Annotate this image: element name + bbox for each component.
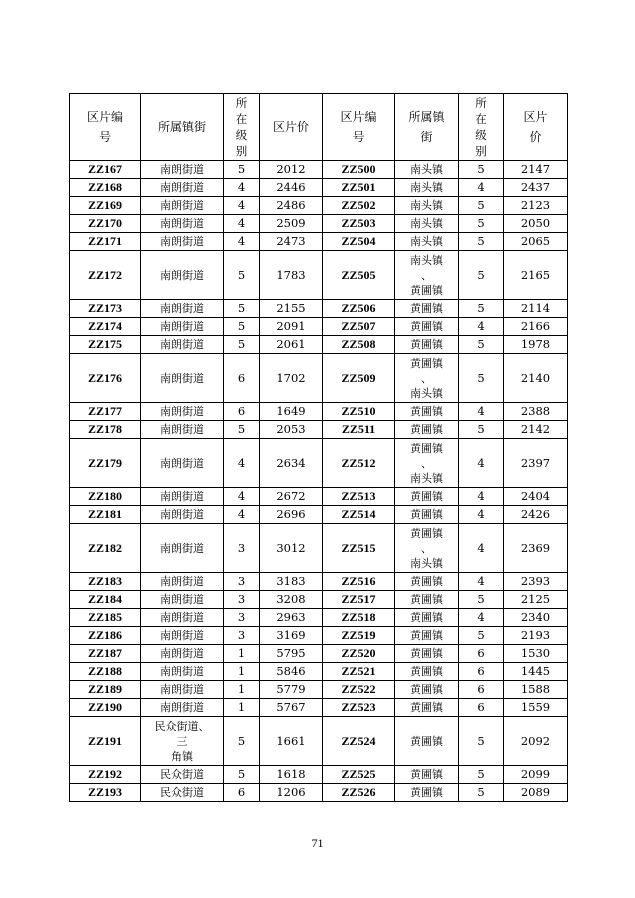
cell-level-left: 1: [224, 681, 260, 699]
cell-price-right: 2397: [504, 439, 568, 488]
cell-price-right: 2142: [504, 421, 568, 439]
cell-zone-code-right: ZZ506: [323, 300, 395, 318]
cell-town-right: 黄圃镇: [395, 591, 459, 609]
cell-price-left: 2012: [260, 161, 323, 179]
cell-level-left: 4: [224, 215, 260, 233]
cell-level-right: 6: [459, 663, 504, 681]
table-row: [70, 784, 568, 802]
cell-level-left: 5: [224, 421, 260, 439]
cell-price-left: 2446: [260, 179, 323, 197]
cell-price-right: 2099: [504, 766, 568, 784]
cell-price-left: 2696: [260, 506, 323, 524]
cell-price-right: 1530: [504, 645, 568, 663]
table-row: [70, 591, 568, 609]
cell-town-right: 南头镇: [395, 197, 459, 215]
cell-price-left: 2634: [260, 439, 323, 488]
cell-price-right: 2369: [504, 524, 568, 573]
cell-level-left: 3: [224, 573, 260, 591]
cell-town-right: 黄圃镇: [395, 609, 459, 627]
cell-zone-code-left: ZZ180: [70, 488, 141, 506]
cell-level-right: 4: [459, 573, 504, 591]
cell-price-right: 2123: [504, 197, 568, 215]
cell-town-right: 黄圃镇 、 南头镇: [395, 524, 459, 573]
cell-level-left: 3: [224, 627, 260, 645]
cell-zone-code-right: ZZ520: [323, 645, 395, 663]
cell-town-right: 南头镇 、 黄圃镇: [395, 251, 459, 300]
cell-town-left: 南朗街道: [141, 488, 224, 506]
cell-town-left: 南朗街道: [141, 161, 224, 179]
cell-zone-code-right: ZZ525: [323, 766, 395, 784]
cell-zone-code-left: ZZ175: [70, 336, 141, 354]
cell-town-left: 南朗街道: [141, 681, 224, 699]
cell-price-left: 3012: [260, 524, 323, 573]
cell-town-right: 南头镇: [395, 215, 459, 233]
cell-zone-code-left: ZZ168: [70, 179, 141, 197]
header-level-right: 所 在 级 别: [459, 94, 504, 161]
cell-level-left: 6: [224, 403, 260, 421]
header-price-left: 区片价: [260, 94, 323, 161]
cell-town-left: 南朗街道: [141, 627, 224, 645]
cell-zone-code-left: ZZ181: [70, 506, 141, 524]
table-row: [70, 524, 568, 573]
cell-price-right: 2340: [504, 609, 568, 627]
cell-price-left: 2053: [260, 421, 323, 439]
cell-price-left: 5767: [260, 699, 323, 717]
table-row: [70, 699, 568, 717]
cell-town-right: 黄圃镇: [395, 488, 459, 506]
cell-zone-code-left: ZZ191: [70, 717, 141, 766]
header-town-left: 所属镇街: [141, 94, 224, 161]
table-row: [70, 573, 568, 591]
table-row: [70, 215, 568, 233]
cell-level-right: 5: [459, 161, 504, 179]
cell-town-right: 黄圃镇: [395, 784, 459, 802]
table-row: [70, 681, 568, 699]
cell-price-right: 2166: [504, 318, 568, 336]
cell-price-right: 2388: [504, 403, 568, 421]
cell-level-right: 5: [459, 627, 504, 645]
cell-zone-code-left: ZZ177: [70, 403, 141, 421]
cell-town-right: 黄圃镇: [395, 421, 459, 439]
cell-price-left: 3183: [260, 573, 323, 591]
table-row: [70, 233, 568, 251]
table-row: [70, 161, 568, 179]
cell-town-left: 南朗街道: [141, 403, 224, 421]
cell-town-right: 黄圃镇 、 南头镇: [395, 439, 459, 488]
cell-price-right: 2089: [504, 784, 568, 802]
cell-price-right: 2140: [504, 354, 568, 403]
cell-town-left: 南朗街道: [141, 336, 224, 354]
cell-zone-code-left: ZZ178: [70, 421, 141, 439]
cell-level-right: 4: [459, 506, 504, 524]
table-row: [70, 717, 568, 766]
cell-town-left: 南朗街道: [141, 354, 224, 403]
cell-town-left: 民众街道、 三 角镇: [141, 717, 224, 766]
cell-town-right: 南头镇: [395, 161, 459, 179]
table-row: [70, 354, 568, 403]
cell-zone-code-right: ZZ519: [323, 627, 395, 645]
cell-town-right: 黄圃镇: [395, 573, 459, 591]
cell-level-right: 5: [459, 300, 504, 318]
cell-town-left: 民众街道: [141, 784, 224, 802]
cell-zone-code-right: ZZ502: [323, 197, 395, 215]
cell-zone-code-right: ZZ522: [323, 681, 395, 699]
cell-level-right: 4: [459, 488, 504, 506]
cell-zone-code-right: ZZ515: [323, 524, 395, 573]
cell-price-left: 1618: [260, 766, 323, 784]
cell-level-left: 4: [224, 439, 260, 488]
cell-level-right: 4: [459, 179, 504, 197]
cell-zone-code-right: ZZ523: [323, 699, 395, 717]
cell-zone-code-left: ZZ171: [70, 233, 141, 251]
cell-level-left: 5: [224, 300, 260, 318]
cell-level-left: 5: [224, 318, 260, 336]
table-row: [70, 609, 568, 627]
cell-town-right: 黄圃镇: [395, 300, 459, 318]
cell-town-left: 南朗街道: [141, 233, 224, 251]
header-level-left: 所 在 级 别: [224, 94, 260, 161]
cell-level-right: 5: [459, 766, 504, 784]
cell-price-left: 5795: [260, 645, 323, 663]
cell-price-left: 2963: [260, 609, 323, 627]
cell-level-left: 6: [224, 784, 260, 802]
cell-zone-code-left: ZZ176: [70, 354, 141, 403]
cell-zone-code-right: ZZ524: [323, 717, 395, 766]
cell-price-right: 2114: [504, 300, 568, 318]
cell-zone-code-right: ZZ504: [323, 233, 395, 251]
cell-level-left: 1: [224, 645, 260, 663]
table-row: [70, 336, 568, 354]
cell-zone-code-left: ZZ182: [70, 524, 141, 573]
cell-zone-code-right: ZZ526: [323, 784, 395, 802]
cell-level-right: 6: [459, 699, 504, 717]
cell-level-left: 5: [224, 717, 260, 766]
cell-price-left: 1661: [260, 717, 323, 766]
cell-zone-code-right: ZZ510: [323, 403, 395, 421]
cell-zone-code-right: ZZ507: [323, 318, 395, 336]
header-row: [70, 94, 568, 161]
cell-level-right: 5: [459, 717, 504, 766]
cell-town-right: 黄圃镇: [395, 645, 459, 663]
header-price-right: 区片 价: [504, 94, 568, 161]
cell-town-left: 南朗街道: [141, 197, 224, 215]
cell-level-right: 5: [459, 421, 504, 439]
cell-zone-code-left: ZZ187: [70, 645, 141, 663]
table-body: [70, 161, 568, 802]
cell-level-left: 1: [224, 663, 260, 681]
table-row: [70, 179, 568, 197]
cell-level-right: 5: [459, 197, 504, 215]
cell-zone-code-right: ZZ500: [323, 161, 395, 179]
table-row: [70, 421, 568, 439]
table-row: [70, 506, 568, 524]
cell-town-left: 南朗街道: [141, 524, 224, 573]
cell-price-right: 1445: [504, 663, 568, 681]
cell-price-right: 2147: [504, 161, 568, 179]
cell-price-right: 2125: [504, 591, 568, 609]
cell-price-right: 2393: [504, 573, 568, 591]
cell-level-left: 4: [224, 506, 260, 524]
cell-level-right: 6: [459, 645, 504, 663]
cell-town-left: 南朗街道: [141, 591, 224, 609]
cell-price-right: 2193: [504, 627, 568, 645]
cell-zone-code-right: ZZ518: [323, 609, 395, 627]
cell-price-left: 2672: [260, 488, 323, 506]
cell-price-left: 2509: [260, 215, 323, 233]
cell-town-left: 南朗街道: [141, 318, 224, 336]
cell-town-right: 黄圃镇: [395, 336, 459, 354]
cell-zone-code-right: ZZ505: [323, 251, 395, 300]
cell-town-right: 黄圃镇: [395, 403, 459, 421]
cell-level-right: 4: [459, 403, 504, 421]
cell-level-left: 6: [224, 354, 260, 403]
zone-price-table: [69, 93, 568, 802]
cell-price-right: 2165: [504, 251, 568, 300]
cell-level-left: 5: [224, 161, 260, 179]
cell-level-right: 4: [459, 439, 504, 488]
cell-zone-code-left: ZZ173: [70, 300, 141, 318]
cell-level-right: 4: [459, 609, 504, 627]
header-zone-code-right: 区片编 号: [323, 94, 395, 161]
page-number: 71: [311, 836, 324, 850]
cell-town-left: 南朗街道: [141, 439, 224, 488]
cell-level-left: 3: [224, 591, 260, 609]
cell-level-left: 3: [224, 524, 260, 573]
cell-town-left: 南朗街道: [141, 663, 224, 681]
table-row: [70, 766, 568, 784]
cell-zone-code-left: ZZ192: [70, 766, 141, 784]
cell-zone-code-right: ZZ508: [323, 336, 395, 354]
cell-price-left: 3169: [260, 627, 323, 645]
cell-town-right: 黄圃镇: [395, 318, 459, 336]
cell-price-right: 1559: [504, 699, 568, 717]
cell-zone-code-left: ZZ190: [70, 699, 141, 717]
cell-zone-code-right: ZZ511: [323, 421, 395, 439]
cell-price-left: 1783: [260, 251, 323, 300]
cell-town-right: 黄圃镇: [395, 699, 459, 717]
cell-zone-code-left: ZZ167: [70, 161, 141, 179]
cell-zone-code-left: ZZ179: [70, 439, 141, 488]
cell-price-left: 2061: [260, 336, 323, 354]
cell-town-right: 黄圃镇 、 南头镇: [395, 354, 459, 403]
cell-level-left: 1: [224, 699, 260, 717]
table-row: [70, 645, 568, 663]
cell-price-left: 2091: [260, 318, 323, 336]
cell-level-left: 5: [224, 766, 260, 784]
cell-level-left: 4: [224, 197, 260, 215]
cell-town-left: 南朗街道: [141, 251, 224, 300]
cell-level-left: 5: [224, 336, 260, 354]
cell-zone-code-left: ZZ188: [70, 663, 141, 681]
cell-town-right: 黄圃镇: [395, 766, 459, 784]
cell-level-left: 3: [224, 609, 260, 627]
cell-level-right: 5: [459, 784, 504, 802]
cell-zone-code-right: ZZ521: [323, 663, 395, 681]
table-row: [70, 318, 568, 336]
cell-price-left: 5779: [260, 681, 323, 699]
cell-zone-code-right: ZZ501: [323, 179, 395, 197]
cell-town-left: 南朗街道: [141, 179, 224, 197]
table-row: [70, 251, 568, 300]
cell-zone-code-right: ZZ516: [323, 573, 395, 591]
cell-price-right: 1978: [504, 336, 568, 354]
cell-price-left: 1206: [260, 784, 323, 802]
cell-price-left: 2486: [260, 197, 323, 215]
cell-price-left: 3208: [260, 591, 323, 609]
cell-level-right: 5: [459, 215, 504, 233]
cell-zone-code-right: ZZ512: [323, 439, 395, 488]
cell-level-right: 5: [459, 336, 504, 354]
cell-town-left: 南朗街道: [141, 300, 224, 318]
cell-zone-code-left: ZZ183: [70, 573, 141, 591]
cell-zone-code-left: ZZ170: [70, 215, 141, 233]
cell-price-right: 2092: [504, 717, 568, 766]
cell-level-left: 4: [224, 488, 260, 506]
cell-level-right: 4: [459, 318, 504, 336]
cell-town-left: 南朗街道: [141, 215, 224, 233]
cell-town-right: 黄圃镇: [395, 717, 459, 766]
cell-level-left: 4: [224, 233, 260, 251]
cell-level-right: 5: [459, 233, 504, 251]
cell-zone-code-right: ZZ509: [323, 354, 395, 403]
cell-price-right: 1588: [504, 681, 568, 699]
table-row: [70, 663, 568, 681]
cell-town-left: 民众街道: [141, 766, 224, 784]
cell-zone-code-left: ZZ184: [70, 591, 141, 609]
cell-zone-code-left: ZZ189: [70, 681, 141, 699]
cell-price-right: 2065: [504, 233, 568, 251]
cell-zone-code-left: ZZ174: [70, 318, 141, 336]
cell-price-left: 2155: [260, 300, 323, 318]
cell-zone-code-left: ZZ186: [70, 627, 141, 645]
cell-price-right: 2426: [504, 506, 568, 524]
cell-zone-code-left: ZZ172: [70, 251, 141, 300]
table-row: [70, 488, 568, 506]
cell-town-right: 黄圃镇: [395, 663, 459, 681]
cell-zone-code-right: ZZ514: [323, 506, 395, 524]
table-row: [70, 197, 568, 215]
cell-town-left: 南朗街道: [141, 699, 224, 717]
cell-town-right: 黄圃镇: [395, 681, 459, 699]
cell-town-left: 南朗街道: [141, 421, 224, 439]
cell-town-left: 南朗街道: [141, 645, 224, 663]
cell-town-left: 南朗街道: [141, 609, 224, 627]
cell-price-left: 1702: [260, 354, 323, 403]
header-zone-code-left: 区片编 号: [70, 94, 141, 161]
cell-level-right: 4: [459, 524, 504, 573]
cell-price-left: 2473: [260, 233, 323, 251]
cell-zone-code-right: ZZ513: [323, 488, 395, 506]
cell-price-right: 2404: [504, 488, 568, 506]
header-town-right: 所属镇 街: [395, 94, 459, 161]
cell-price-left: 5846: [260, 663, 323, 681]
cell-price-right: 2050: [504, 215, 568, 233]
cell-zone-code-right: ZZ517: [323, 591, 395, 609]
cell-zone-code-left: ZZ185: [70, 609, 141, 627]
cell-price-left: 1649: [260, 403, 323, 421]
cell-town-right: 南头镇: [395, 233, 459, 251]
cell-level-left: 5: [224, 251, 260, 300]
cell-zone-code-left: ZZ193: [70, 784, 141, 802]
cell-zone-code-left: ZZ169: [70, 197, 141, 215]
cell-town-right: 黄圃镇: [395, 627, 459, 645]
cell-town-left: 南朗街道: [141, 506, 224, 524]
cell-price-right: 2437: [504, 179, 568, 197]
cell-level-left: 4: [224, 179, 260, 197]
cell-level-right: 5: [459, 251, 504, 300]
cell-town-left: 南朗街道: [141, 573, 224, 591]
cell-town-right: 南头镇: [395, 179, 459, 197]
cell-level-right: 5: [459, 591, 504, 609]
table-row: [70, 300, 568, 318]
cell-zone-code-right: ZZ503: [323, 215, 395, 233]
table-row: [70, 439, 568, 488]
cell-level-right: 5: [459, 354, 504, 403]
table-row: [70, 403, 568, 421]
cell-town-right: 黄圃镇: [395, 506, 459, 524]
cell-level-right: 6: [459, 681, 504, 699]
table-row: [70, 627, 568, 645]
